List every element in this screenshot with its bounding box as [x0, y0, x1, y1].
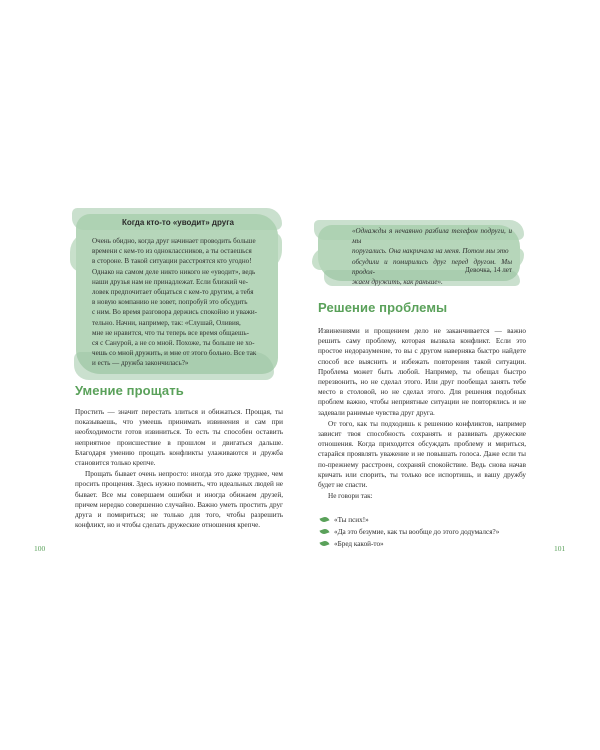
- section-heading-problem-solving: Решение проблемы: [318, 300, 448, 315]
- body-text-left: [75, 407, 283, 531]
- paragraph: Извинениями и прощением дело не заканчивается — важно решить саму проблему, которая вызвала конфликт. Если это простое недоразумение, то вы с другом наверняка быстро найдете способ все выяснить и избежать повторения такой ситуации. Проблема может быть любой. Например, ты обещал быстро перезвонить, но не сделал этого. Или друг пообещал занять тебе место в столовой, но не сделал этого. Для решения подобных проблем важно, чтобы неприятные ситуации не повторялись и не задевали ранимые чувства друг друга.: [318, 327, 526, 417]
- list-item-text: «Да это безумие, как ты вообще до этого додумался?»: [334, 528, 500, 536]
- sidebar-line: и есть — дружба закончилась?»: [92, 359, 189, 368]
- list-item: [320, 538, 530, 550]
- section-heading-forgiveness: Умение прощать: [75, 383, 184, 398]
- leaf-bullet-icon: [319, 528, 329, 536]
- paragraph: Не говори так:: [328, 492, 373, 501]
- sidebar-line: Однако на самом деле никто никого не «уводит», ведь: [92, 267, 256, 276]
- sidebar-line: наши друзья нам не принадлежат. Если близкий че-: [92, 277, 248, 286]
- paragraph: Простить — значит перестать злиться и обижаться. Прощая, ты показываешь, что умеешь принимать извинения и сам при необходимости готов извиниться. То есть ты способен оставить неприятное происшествие в прошлом и двигаться дальше. Благодаря умению прощать конфликты улаживаются и дружба становится только крепче.: [75, 408, 283, 468]
- bullet-list: [320, 514, 530, 550]
- quote-line: «Однажды я нечаянно разбила телефон подруги, и мы: [352, 227, 512, 246]
- quote-line: жаем дружить, как раньше».: [352, 278, 443, 287]
- body-text-right: [318, 326, 526, 502]
- leaf-bullet-icon: [319, 516, 329, 524]
- sidebar-line: времени с кем-то из одноклассников, а ты остаешься: [92, 247, 252, 256]
- page-number-right: 101: [554, 544, 566, 553]
- paragraph: От того, как ты подходишь к решению конфликтов, например зависит твоя способность сохранять и развивать дружеские отношения. Когда приходится обсуждать проблему и мириться, старайся проявлять уважение и не повышать голоса. Даже если ты по-прежнему расстроен, сохраняй спокойствие. Ведь снова начав кричать или спорить, ты только все испортишь, и вашу дружбу будет не спасти.: [318, 419, 526, 490]
- sidebar-line: ся с Санурой, а не со мной. Похоже, ты больше не хо-: [92, 339, 255, 348]
- list-item-text: «Бред какой-то»: [334, 540, 384, 548]
- sidebar-title: Когда кто-то «уводит» друга: [121, 218, 234, 227]
- quote-line: обсудили и помирились друг перед другом. Мы продол-: [352, 257, 512, 276]
- page-number-left: 100: [34, 544, 46, 553]
- sidebar-line: в стороне. В такой ситуации расстроятся кто угодно!: [92, 257, 252, 266]
- sidebar-line: Очень обидно, когда друг начинает проводить больше: [92, 237, 256, 245]
- right-page: [300, 0, 600, 750]
- paragraph: Прощать бывает очень непросто: иногда это даже труднее, чем просить прощения. Здесь нужно помнить, что идеальных людей не бывает. Все мы совершаем ошибки и иногда обижаем друзей, причем нередко совершенно случайно. Важно уметь простить друг друга и помириться; не только для того, чтобы разрешить конфликт, но и чтобы сделать дружеские отношения крепче.: [75, 470, 283, 530]
- sidebar-line: мне не нравится, что ты теперь все время общаешь-: [92, 328, 250, 337]
- quote-author: Девочка, 14 лет: [465, 266, 512, 274]
- sidebar-line: в новую компанию не зовет, попробуй это обсудить: [92, 298, 248, 307]
- sidebar-line: ловек предпочитает общаться с кем-то другим, а тебя: [92, 288, 254, 297]
- quote-text: [352, 226, 512, 287]
- sidebar-line: тельно. Начни, например, так: «Слушай, Оливия,: [92, 318, 241, 327]
- list-item: [320, 526, 530, 538]
- sidebar-line: с ним. Во время разговора держись спокойно и уважи-: [92, 308, 258, 317]
- sidebar-text: [92, 236, 272, 369]
- leaf-bullet-icon: [319, 540, 329, 548]
- quote-line: поругались. Она накричала на меня. Потом мы это: [352, 247, 509, 256]
- sidebar-line: чешь со мной дружить, и мне от этого больно. Все так: [92, 349, 257, 358]
- list-item: [320, 514, 530, 526]
- list-item-text: «Ты псих!»: [334, 516, 369, 524]
